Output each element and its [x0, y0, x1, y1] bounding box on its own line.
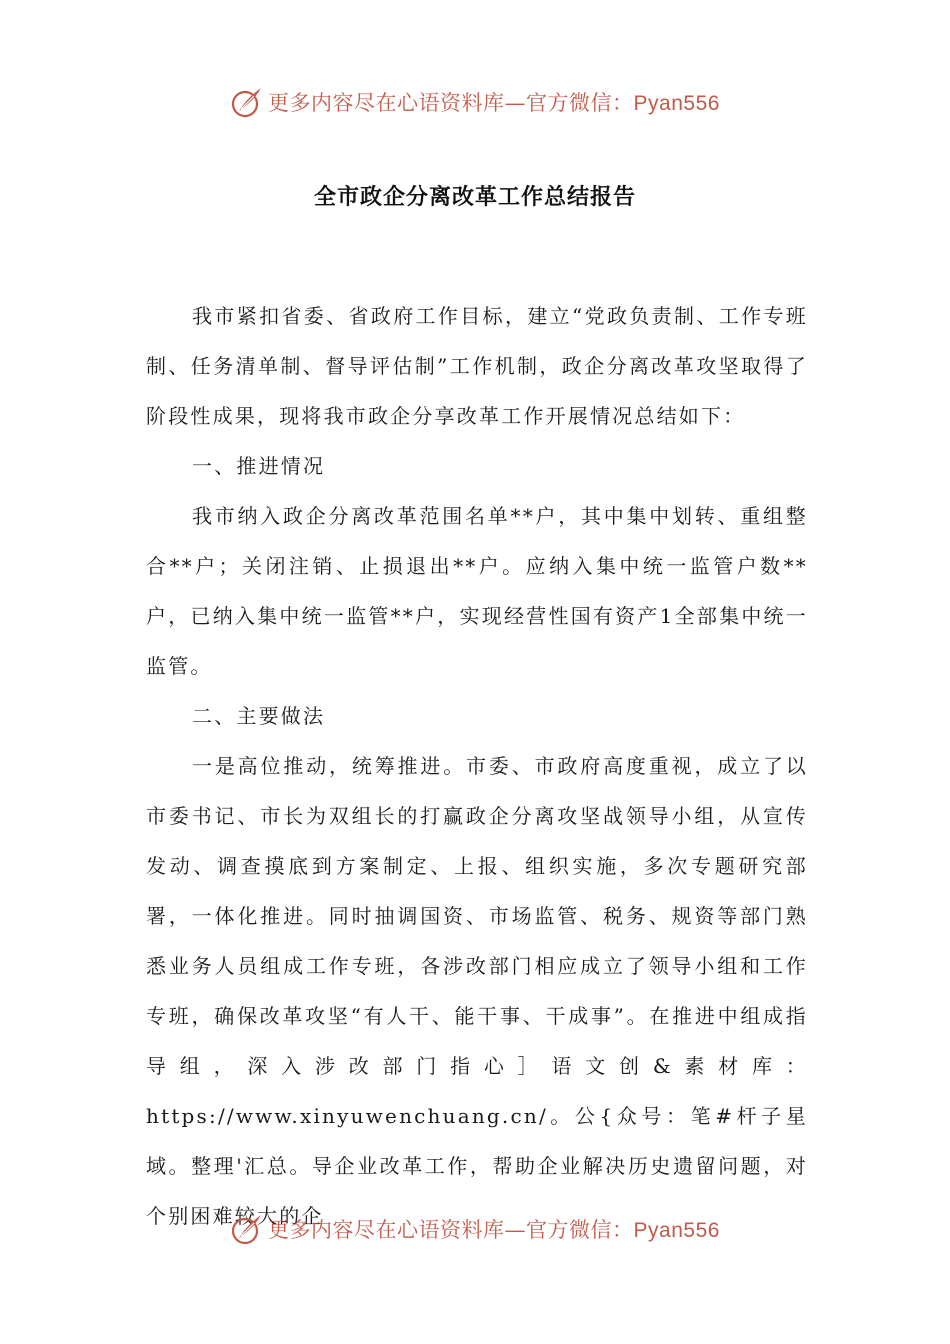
quill-pen-icon: [230, 1212, 264, 1246]
watermark-banner-top: [0, 80, 950, 124]
section-heading-methods: 二、主要做法: [192, 704, 326, 728]
watermark-text: 更多内容尽在心语资料库—官方微信：Pyan556: [268, 1218, 720, 1242]
paragraph-methods: 一是高位推动，统筹推进。市委、市政府高度重视，成立了以市委书记、市长为双组长的打赢政企分离攻坚战领导小组，从宣传发动、调查摸底到方案制定、上报、组织实施，多次专题研究部署，一体化推进。同时抽调国资、市场监管、税务、规资等部门熟悉业务人员组成工作专班，各涉改部门相应成立了领导小组和工作专班，确保改革攻坚“有人干、能干事、干成事”。在推进中组成指导组，深入涉改部门指心］语文创&素材库：https://www.xinyuwenchuang.cn/。公{众号：笔#杆子星域。整理'汇总。导企业改革工作，帮助企业解决历史遗留问题，对个别困难较大的企: [146, 754, 808, 1228]
document-title: 全市政企分离改革工作总结报告: [313, 184, 636, 210]
section-heading-progress: 一、推进情况: [192, 454, 326, 478]
wechat-id: Pyan556: [633, 92, 720, 115]
paragraph-intro: 我市紧扣省委、省政府工作目标，建立“党政负责制、工作专班制、任务清单制、督导评估制”工作机制，政企分离改革攻坚取得了阶段性成果，现将我市政企分享改革工作开展情况总结如下：: [146, 304, 808, 428]
document-body: [146, 291, 808, 1241]
watermark-banner-bottom: [0, 1207, 950, 1251]
wechat-id: Pyan556: [633, 1219, 720, 1242]
paragraph-progress: 我市纳入政企分离改革范围名单**户，其中集中划转、重组整合**户；关闭注销、止损退出**户。应纳入集中统一监管户数**户，已纳入集中统一监管**户，实现经营性国有资产1全部集中统一监管。: [146, 504, 808, 678]
quill-pen-icon: [230, 85, 264, 119]
watermark-text: 更多内容尽在心语资料库—官方微信：Pyan556: [268, 91, 720, 115]
